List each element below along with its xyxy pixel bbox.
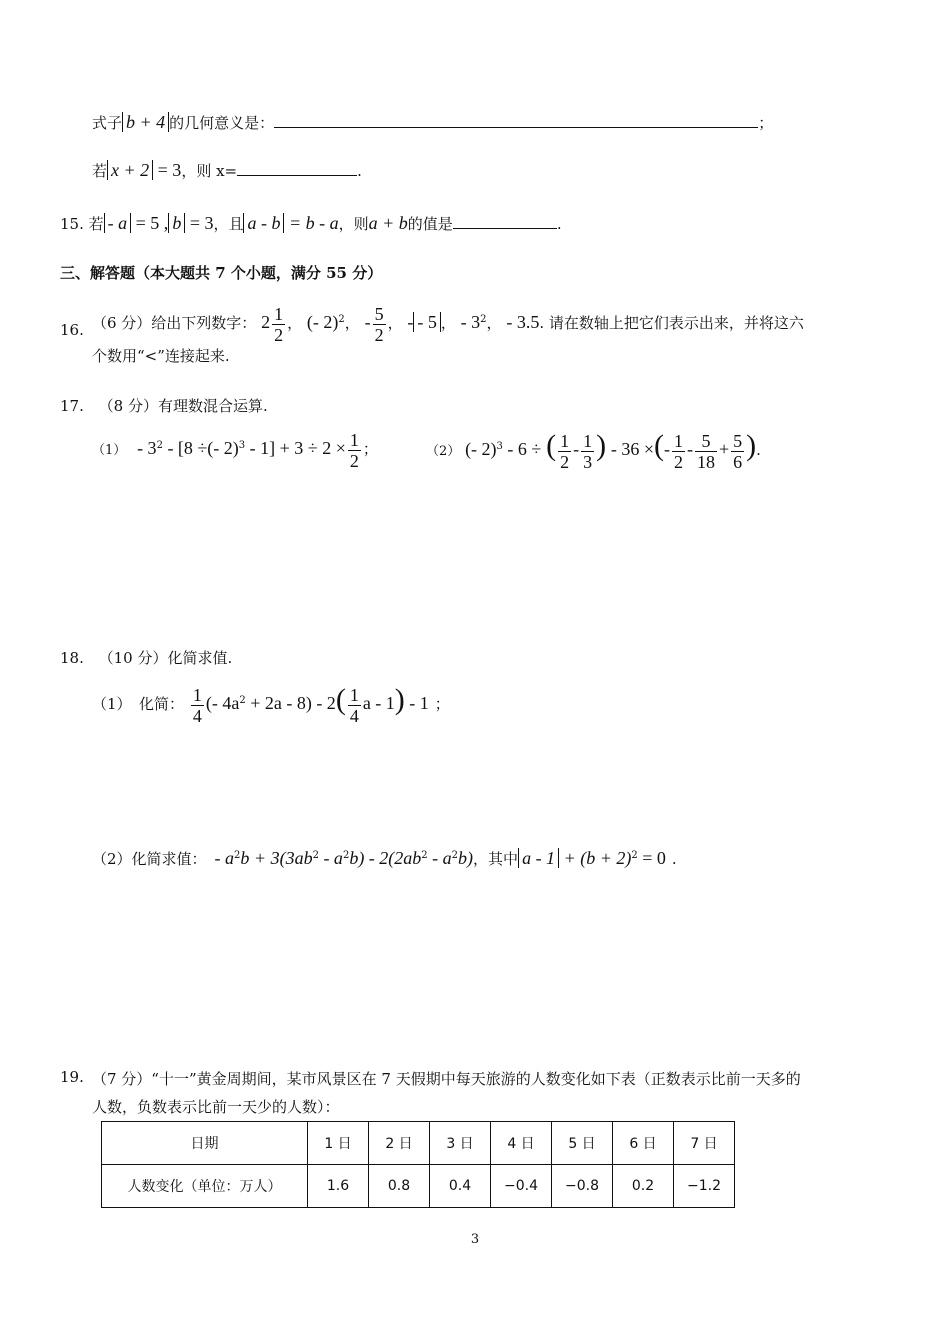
q17-p2-b: - 6 ÷ bbox=[502, 439, 542, 459]
q15-abs-2: b bbox=[168, 213, 185, 233]
q15-prefix: 若 bbox=[88, 215, 104, 233]
q15-suffix: 的值是 bbox=[407, 215, 453, 233]
table-row bbox=[102, 1165, 735, 1208]
q15-eq-1: = 5 , bbox=[131, 213, 169, 233]
q18-p1-b: + 2a - 8) - 2 bbox=[245, 693, 336, 713]
q17-title bbox=[60, 395, 268, 416]
q18-p1-label: （1） 化简： bbox=[92, 695, 185, 713]
table-header-cell: 4 日 bbox=[491, 1122, 552, 1165]
table-header-cell: 日期 bbox=[102, 1122, 308, 1165]
q18-heading: （10 分）化简求值. bbox=[98, 649, 233, 667]
q15-target: a + b bbox=[368, 213, 408, 233]
q14-line1-end: ； bbox=[758, 114, 774, 132]
q14-abs-expr: b + 4 bbox=[122, 112, 169, 132]
q14-answer-blank-2[interactable] bbox=[237, 160, 357, 176]
q18-p2-mid: ，其中 bbox=[473, 850, 519, 868]
table-cell: −0.4 bbox=[491, 1165, 552, 1208]
q15-then: ，则 bbox=[338, 215, 369, 233]
q17-p2-a: (- 2) bbox=[465, 439, 497, 459]
q16-n3-sign: - bbox=[364, 312, 371, 332]
q17-p2-c: - 36 × bbox=[610, 439, 655, 459]
table-header-cell: 3 日 bbox=[430, 1122, 491, 1165]
q19-text2: 人数，负数表示比前一天少的人数）： bbox=[92, 1098, 340, 1116]
table-cell: 0.4 bbox=[430, 1165, 491, 1208]
q16-number: 16. bbox=[60, 321, 84, 339]
q17-p1-end: ； bbox=[362, 440, 378, 458]
q17-p2-g3: $\frac{5}{6}$ bbox=[733, 430, 743, 472]
page-number: 3 bbox=[470, 1232, 480, 1247]
q14-line2-end: . bbox=[357, 162, 362, 180]
q15-eq-2: = 3 bbox=[185, 213, 214, 233]
q18-p1-c: a - 1 bbox=[362, 693, 395, 713]
q16-n4-abs: - 5 bbox=[413, 312, 441, 332]
q17-p2-f1: $\frac{1}{2}$ bbox=[560, 430, 570, 472]
q15-eq-3: = b - a bbox=[284, 213, 339, 233]
q16-n6: - 3.5 bbox=[506, 312, 540, 332]
q17-p1-c: - 1] + 3 ÷ 2 × bbox=[245, 438, 346, 458]
q19-text1: （7 分）“十一”黄金周期间，某市风景区在 7 天假期中每天旅游的人数变化如下表（正数表示比前一天多的 bbox=[92, 1070, 801, 1088]
visitor-change-table bbox=[101, 1121, 735, 1208]
table-header-cell: 6 日 bbox=[613, 1122, 674, 1165]
q18-p2-abs: a - 1 bbox=[518, 848, 559, 868]
section-heading: 三、解答题（本大题共 7 个小题，满分 55 分） bbox=[60, 264, 383, 282]
q17-p1-label: （1） bbox=[92, 443, 127, 458]
q16-n2: (- 2) bbox=[306, 312, 339, 332]
q16-n1-frac: $\frac{1}{2}$ bbox=[274, 303, 284, 345]
table-cell: −0.8 bbox=[552, 1165, 613, 1208]
q17-p2-g2: $\frac{5}{18}$ bbox=[697, 430, 716, 472]
table-cell: 1.6 bbox=[308, 1165, 369, 1208]
table-header-row bbox=[102, 1122, 735, 1165]
q15-abs-3: a - b bbox=[243, 213, 284, 233]
q19-number: 19. bbox=[60, 1068, 84, 1086]
q18-part1: （1） 化简： $\frac{1}{4}$ (- $4a^2 + 2a - 8) - 2$( $\frac{1}{4}$ a - 1) - 1 ； bbox=[92, 683, 450, 726]
q17-p2-label: （2） bbox=[426, 444, 461, 459]
table-header-cell: 7 日 bbox=[674, 1122, 735, 1165]
q18-p1-end: ； bbox=[434, 695, 450, 713]
q15-mid: ，且 bbox=[213, 215, 244, 233]
q18-p1-d: - 1 bbox=[404, 693, 429, 713]
q16-n1-int: 2 bbox=[261, 312, 271, 332]
q17-p1-a: - 3 bbox=[137, 438, 157, 458]
q18-p2-end: . bbox=[671, 850, 677, 868]
table-header-cell: 2 日 bbox=[369, 1122, 430, 1165]
q15 bbox=[60, 213, 562, 234]
q14-line2-eq: = 3 bbox=[153, 160, 182, 180]
table-header-cell: 1 日 bbox=[308, 1122, 369, 1165]
q16-n5: - 3 bbox=[460, 312, 481, 332]
q14-line2-prefix: 若 bbox=[92, 162, 108, 180]
q17-p2-f2: $\frac{1}{3}$ bbox=[583, 430, 593, 472]
table-row-label: 人数变化（单位：万人） bbox=[102, 1165, 308, 1208]
q15-abs-1: - a bbox=[104, 213, 132, 233]
q17-part2: （2） (- 2)$^3$ - 6 ÷ ( $\frac{1}{2}$ - $\frac{1}{3}$ ) - 36 ×(- $\frac{1}{2}$ - $\frac{5}{18}$ + $\frac{5}{6}$ ). bbox=[426, 429, 761, 472]
q17-p1-b: - [8 ÷(- 2) bbox=[162, 438, 239, 458]
q17-p1-frac: $\frac{1}{2}$ bbox=[349, 429, 359, 471]
q14-line2 bbox=[92, 160, 362, 181]
q14-answer-blank-1[interactable] bbox=[274, 112, 758, 128]
q18-p1-a: (- 4a bbox=[205, 693, 240, 713]
q14-line2-abs: x + 2 bbox=[107, 160, 153, 180]
q16-line1: （6 分）给出下列数字： 2 $\frac{1}{2}$ ， (- 2)$^2$， - $\frac{5}{2}$ ， - - 5 ， - $3^2$， - 3.5. 请在数轴上把它们表示出来，并将这六 bbox=[92, 303, 804, 345]
q18-part2: （2）化简求值： - $a^2b + 3(3ab^2 - a^2b) - 2(2ab^2 - a^2b)$，其中 $a - 1 + (b + 2)^2 = 0$ . bbox=[92, 848, 677, 868]
q17-heading: （8 分）有理数混合运算. bbox=[98, 397, 268, 415]
table-cell: −1.2 bbox=[674, 1165, 735, 1208]
q17-part1: $(1) - 3^2 - [8$ ÷(- 2)$^3$ - 1] + 3 ÷ 2 × $\frac{1}{2}$ ； bbox=[92, 429, 378, 471]
q15-number: 15. bbox=[60, 215, 84, 233]
q14-line1-prefix: 式子 bbox=[92, 114, 123, 132]
q16-text2: . 请在数轴上把它们表示出来，并将这六 bbox=[539, 314, 804, 332]
q18-p2-label: （2）化简求值： bbox=[92, 850, 207, 868]
q18-p1-frac1: $\frac{1}{4}$ bbox=[192, 684, 202, 726]
q18-p1-frac2: $\frac{1}{4}$ bbox=[349, 684, 359, 726]
q15-answer-blank[interactable] bbox=[453, 213, 557, 229]
q14-line1 bbox=[92, 112, 773, 133]
q17-p2-end: . bbox=[756, 441, 761, 459]
q18-title bbox=[60, 647, 232, 668]
q18-number: 18. bbox=[60, 649, 84, 667]
table-header-cell: 5 日 bbox=[552, 1122, 613, 1165]
q16-n3-frac: $\frac{5}{2}$ bbox=[374, 303, 384, 345]
q17-number: 17. bbox=[60, 397, 84, 415]
table-cell: 0.8 bbox=[369, 1165, 430, 1208]
q14-line2-suffix: ，则 x= bbox=[181, 162, 238, 180]
q14-line1-suffix: 的几何意义是： bbox=[169, 114, 275, 132]
q15-end: . bbox=[556, 215, 562, 233]
q16-line2: 个数用“<”连接起来. bbox=[92, 347, 230, 365]
q17-p2-g1: $\frac{1}{2}$ bbox=[674, 430, 684, 472]
table-cell: 0.2 bbox=[613, 1165, 674, 1208]
q16-n4-sign: - bbox=[407, 312, 414, 332]
q16-text1: （6 分）给出下列数字： bbox=[92, 314, 257, 332]
